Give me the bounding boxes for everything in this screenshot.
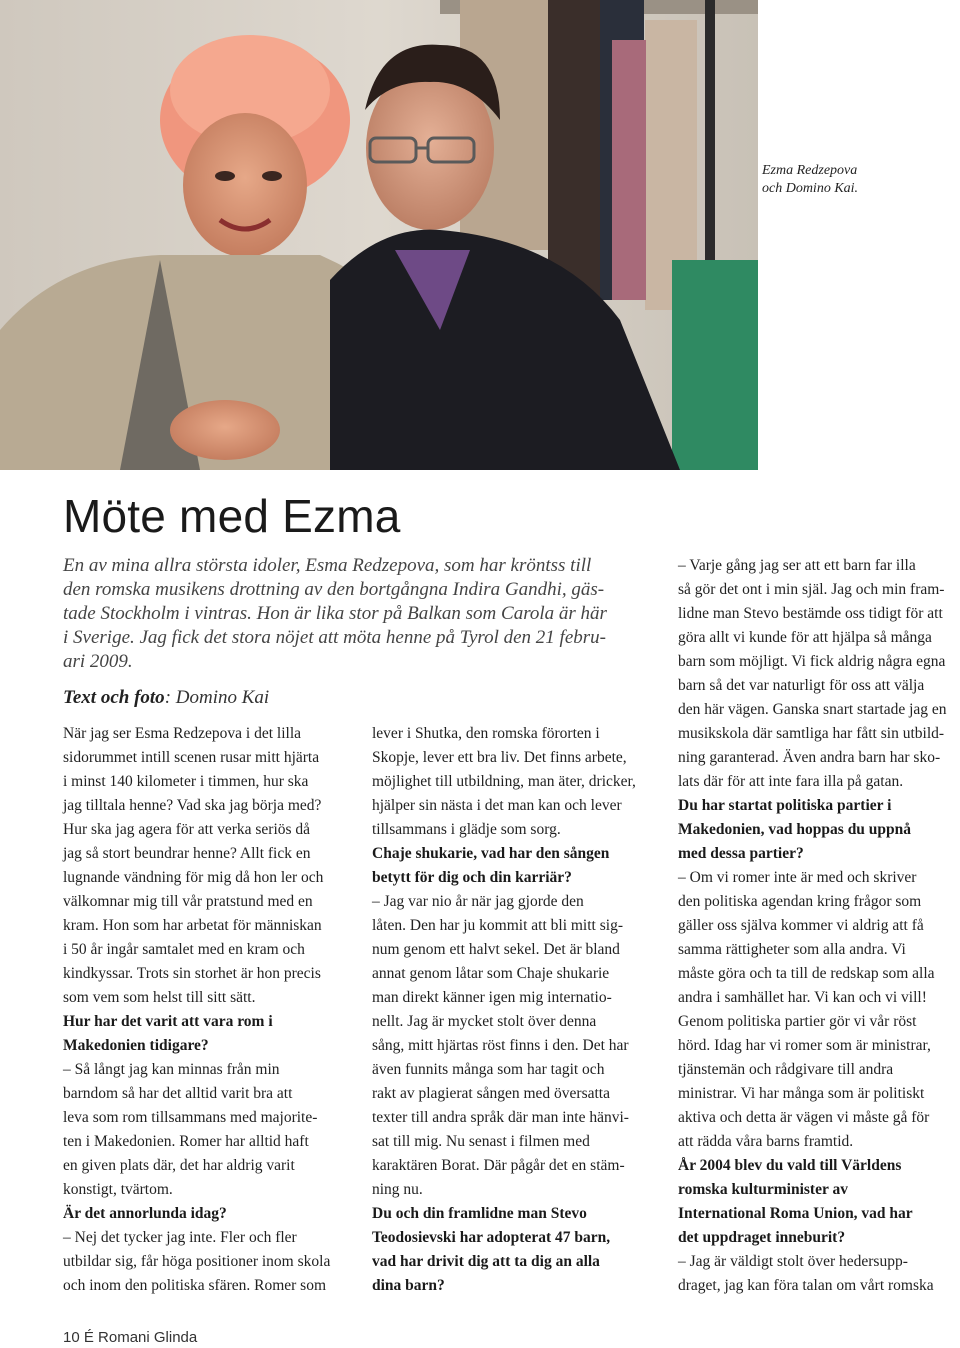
body-line: sidorummet intill scenen rusar mitt hjärta [63,749,320,766]
body-line: den här vägen. Ganska snart startade jag en [678,701,947,718]
question-line: dina barn? [372,1277,445,1294]
photo-illustration [0,0,758,470]
body-line: hörd. Idag har vi romer som är ministrar, [678,1037,931,1054]
body-line: – Varje gång jag ser att ett barn far illa [678,557,916,574]
body-line: – Jag var nio år när jag gjorde den [372,893,584,910]
body-line: kindkyssar. Trots sin storhet är hon precis [63,965,321,982]
body-line: musikskola där samtliga har fått sin utbild- [678,725,945,742]
body-line: nellt. Jag är mycket stolt över denna [372,1013,597,1030]
caption-line: och Domino Kai. [762,181,859,196]
body-line: ten i Makedonien. Romer har alltid haft [63,1133,309,1150]
body-line: och inom den politiska sfären. Romer som [63,1277,327,1294]
body-line: sat till mig. Nu senast i filmen med [372,1133,590,1150]
page-footer: 10 É Romani Glinda [63,1329,198,1346]
caption-line: Ezma Redzepova [762,163,858,178]
body-line: även funnits många som har tagit och [372,1061,605,1078]
text-column-3 [678,554,958,1298]
body-line: ning garanterad. Även andra barn har sko- [678,749,941,766]
body-line: ministrar. Vi har många som är politiskt [678,1085,925,1102]
question-line: Du och din framlidne man Stevo [372,1205,587,1222]
body-line: man direkt känner igen mig internatio- [372,989,612,1006]
byline [63,686,269,710]
body-line: i 50 år ingår samtalet med en kram och [63,941,305,958]
body-line: barndom så har det alltid varit bra att [63,1085,293,1102]
body-line: lats där för att inte fara illa på gatan. [678,773,904,790]
body-line: leva som rom tillsammans med majorite- [63,1109,318,1126]
article-lead [63,554,653,674]
body-line: annat genom låtar som Chaje shukarie [372,965,610,982]
lead-line: den romska musikens drottning av den bortgångna Indira Gandhi, gäs- [63,579,605,600]
body-line: den politiska agendan kring frågor som [678,893,922,910]
question-line: betytt för dig och din karriär? [372,869,572,886]
question-line: År 2004 blev du vald till Världens [678,1157,902,1174]
question-line: med dessa partier? [678,845,804,862]
body-line: – Nej det tycker jag inte. Fler och fler [63,1229,297,1246]
body-line: välkomnar mig till vår pratstund med en [63,893,313,910]
body-line: barn som möjligt. Vi fick aldrig några egna [678,653,946,670]
article-title: Möte med Ezma [63,490,401,542]
question-line: Makedonien, vad hoppas du uppnå [678,821,912,838]
body-line: När jag ser Esma Redzepova i det lilla [63,725,302,742]
lead-line: En av mina allra största idoler, Esma Redzepova, som har kröntss till [63,555,592,576]
body-line: lugnande vändning för mig då hon ler och [63,869,324,886]
byline-author: : Domino Kai [164,687,270,708]
body-line: jag så stort beundrar henne? Allt fick en [63,845,311,862]
text-column-1 [63,722,353,1298]
body-line: konstigt, tvärtom. [63,1181,173,1198]
body-line: karaktären Borat. Där pågår det en stäm- [372,1157,625,1174]
body-line: – Jag är väldigt stolt över hedersupp- [678,1253,908,1270]
body-line: draget, jag kan föra talan om vårt romska [678,1277,934,1294]
body-line: möjlighet till utbildning, man äter, dricker, [372,773,636,790]
question-line: Du har startat politiska partier i [678,797,892,814]
lead-line: i Sverige. Jag fick det stora nöjet att möta henne på Tyrol den 21 febru- [63,627,606,648]
body-line: göra allt vi kunde för att hjälpa så många [678,629,932,646]
body-line: som vem som helst till sitt sätt. [63,989,256,1006]
body-line: att rädda våra barns framtid. [678,1133,854,1150]
text-column-2 [372,722,662,1298]
body-line: Genom politiska partier gör vi vår röst [678,1013,917,1030]
body-line: aktiva och detta är vägen vi måste gå för [678,1109,930,1126]
body-line: andra i samhället har. Vi kan och vi vill! [678,989,927,1006]
question-line: det uppdraget inneburit? [678,1229,846,1246]
body-line: jag tilltala henne? Vad ska jag börja med? [63,797,322,814]
question-line: Chaje shukarie, vad har den sången [372,845,610,862]
body-line: en given plats där, det har aldrig varit [63,1157,295,1174]
body-line: hjälper sin nästa i det man kan och lever [372,797,622,814]
body-line: lidne man Stevo bestämde oss tidigt för att [678,605,943,622]
body-line: Skopje, lever ett bra liv. Det finns arbete, [372,749,627,766]
question-line: Är det annorlunda idag? [63,1205,227,1222]
body-line: texter till andra språk där man inte hänvi- [372,1109,629,1126]
body-line: låten. Den har ju kommit att bli mitt sig- [372,917,623,934]
body-line: – Så långt jag kan minnas från min [63,1061,280,1078]
body-line: gäller oss själva kommer vi aldrig att få [678,917,924,934]
question-line: vad har drivit dig att ta dig an alla [372,1253,600,1270]
photo-caption [760,162,955,198]
body-line: i minst 140 kilometer i timmen, hur ska [63,773,309,790]
byline-label: Text och foto [63,687,165,708]
body-line: så gör det ont i min själ. Jag och min fram- [678,581,945,598]
body-line: Hur ska jag agera för att verka seriös då [63,821,311,838]
body-line: kram. Hon som har arbetat för människan [63,917,322,934]
body-line: måste göra och ta till de redskap som alla [678,965,935,982]
article-photo [0,0,758,470]
body-line: tjänstemän och rådgivare till andra [678,1061,894,1078]
body-line: barn så det var naturligt för oss att välja [678,677,925,694]
body-line: rakt av plagierat sången med översatta [372,1085,610,1102]
body-line: lever i Shutka, den romska förorten i [372,725,600,742]
lead-line: ari 2009. [63,651,133,672]
question-line: International Roma Union, vad har [678,1205,913,1222]
body-line: tillsammans i glädje som sorg. [372,821,561,838]
body-line: – Om vi romer inte är med och skriver [678,869,917,886]
body-line: utbildar sig, får höga positioner inom skola [63,1253,331,1270]
question-line: Teodosievski har adopterat 47 barn, [372,1229,611,1246]
body-line: num genom ett halvt sekel. Det är bland [372,941,620,958]
question-line: Makedonien tidigare? [63,1037,209,1054]
body-line: ning nu. [372,1181,423,1198]
body-line: sång, mitt hjärtas röst finns i den. Det har [372,1037,629,1054]
lead-line: tade Stockholm i vintras. Hon är lika stor på Balkan som Carola är här [63,603,607,624]
question-line: romska kulturminister av [678,1181,848,1198]
body-line: samma rättigheter som alla andra. Vi [678,941,906,958]
question-line: Hur har det varit att vara rom i [63,1013,273,1030]
